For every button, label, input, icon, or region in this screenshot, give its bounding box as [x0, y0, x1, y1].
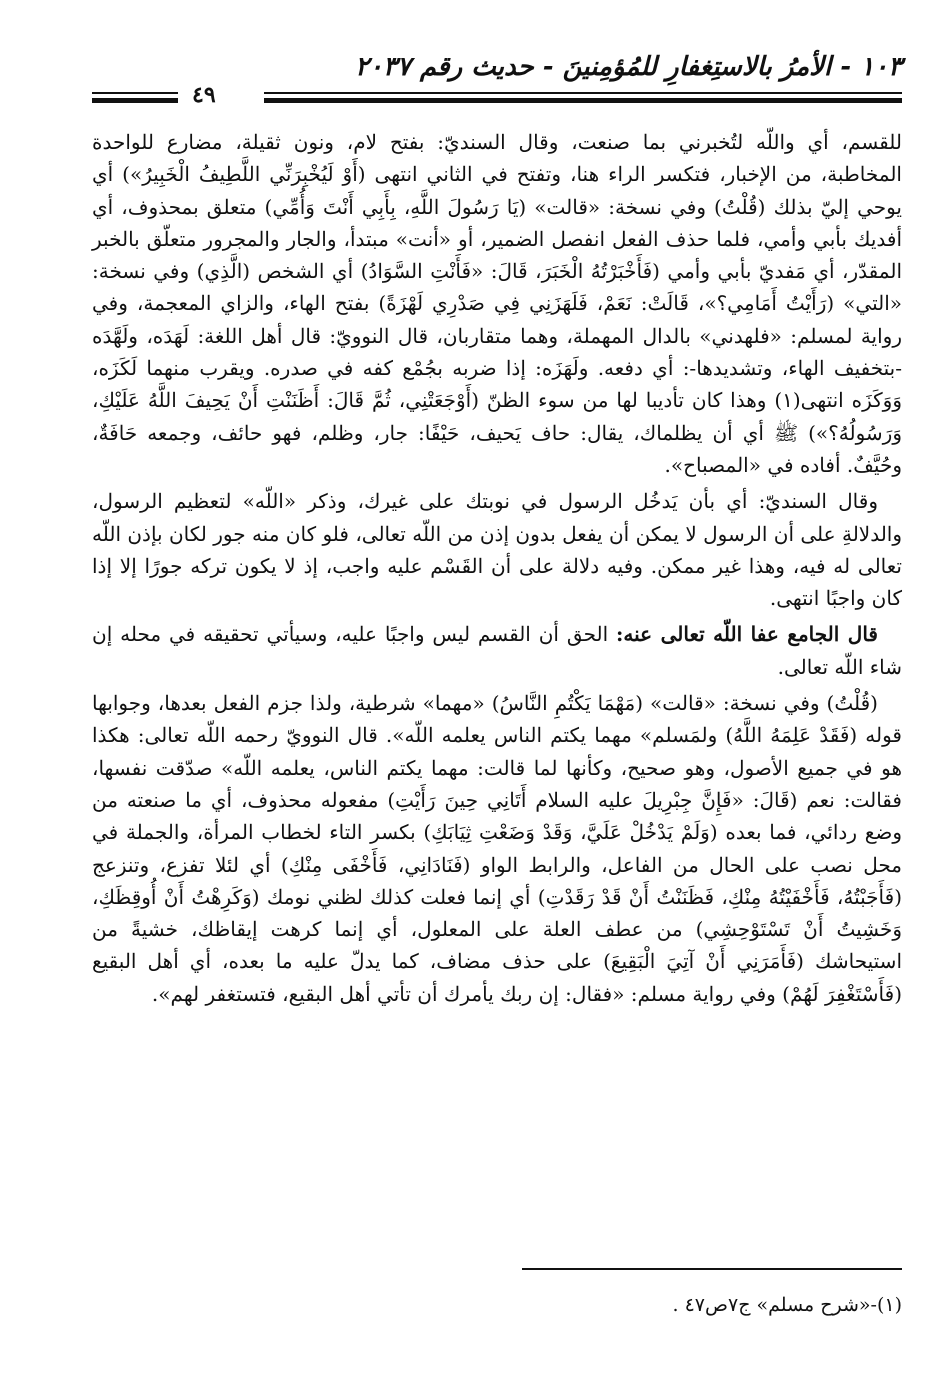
running-title: ١٠٣ - الأمرُ بالاستِغفارِ للمُؤمِنينَ - حديث رقم ٢٠٣٧ — [354, 52, 902, 82]
page-header — [92, 52, 902, 112]
author-label: قال الجامع عفا اللّه تعالى عنه: — [616, 622, 878, 647]
paragraph-3: قال الجامع عفا اللّه تعالى عنه: الحق أن القسم ليس واجبًا عليه، وسيأتي تحقيقه في محله إن شاء اللّه تعالى. — [92, 622, 902, 679]
header-rule-left — [92, 92, 178, 94]
paragraph-4: (قُلْتُ) وفي نسخة: «قالت» (مَهْمَا يَكْتُمِ النَّاسُ) «مهما» شرطية، ولذا جزم الفعل بعدها، وجوابها قوله (فَقَدْ عَلِمَهُ اللَّهُ) ولمَسلم» مهما يكتم الناس يعلمه اللّه». قال النوويّ رحمه اللّه تعالى: هكذا هو في جميع الأصول، وهو صحيح، وكأنها لما قالت: مهما يكتم الناس، يعلمه اللّه» صدّقت نفسها، فقالت: نعم (قَالَ: «فَإِنَّ جِبْرِيلَ عليه السلام أَتَانِي حِينَ رَأَيْتِ) مفعوله محذوف، أي ما صنعته من وضع ردائي، فما بعده (وَلَمْ يَدْخُلْ عَلَيَّ، وَقَدْ وَضَعْتِ ثِيَابَكِ) بكسر التاء لخطاب المرأة، والجملة في محل نصب على الحال من الفاعل، والرابط الواو (فَنَادَانِي، فَأَخْفَى مِنْكِ) أي لئلا تفزع، وتنزعج (فَأَجَبْتُهُ، فَأَخْفَيْتُهُ مِنْكِ، فَظَنَنْتُ أَنْ قَدْ رَقَدْتِ) أي إنما فعلت كذلك لظني نومك (وَكَرِهْتُ أَنْ أُوقِظَكِ، وَخَشِيتُ أَنْ تَسْتَوْحِشِي) من عطف العلة على المعلول، أي إنما كرهت إيقاظك، خشيةً من استيحاشك (فَأَمَرَنِي أَنْ آتِيَ الْبَقِيعَ) على حذف مضاف، كما يدلّ عليه ما بعده، أي أهل البقيع (فَأَسْتَغْفِرَ لَهُمْ) وفي رواية مسلم: «فقال: إن ربك يأمرك أن تأتي أهل البقيع، فتستغفر لهم». — [92, 691, 902, 1006]
main-text — [92, 126, 902, 1014]
paragraph-1: للقسم، أي واللّه لتُخبرني بما صنعت، وقال السنديّ: بفتح لام، ونون ثقيلة، مضارع للواحدة المخاطبة، من الإخبار، فتكسر الراء هنا، وتفتح في الثاني انتهى (أَوْ لَيُخْبِرَنِّي اللَّطِيفُ الْخَبِيرُ») أي يوحي إليّ بذلك (قُلْتُ) وفي نسخة: «قالت» (يَا رَسُولَ اللَّهِ، بِأَبِي أَنْتَ وَأُمِّي) متعلق بمحذوف، أي أفديك بأبي وأمي، فلما حذف الفعل انفصل الضمير، أو «أنت» مبتدأ، والجار والمجرور متعلّق بالخبر المقدّر، أي مَفديّ بأبي وأمي (فَأَخْبَرْتُهُ الْخَبَرَ، قَالَ: «فَأَنْتِ السَّوَادُ) أي الشخص (الَّذِي) وفي نسخة: «التي» (رَأَيْتُ أَمَامِي؟»، قَالَتْ: نَعَمْ، فَلَهَزَنِي فِي صَدْرِي لَهْزَةً) بفتح الهاء، والزاي المعجمة، وفي رواية لمسلم: «فلهدني» بالدال المهملة، وهما متقاربان، قال النوويّ: قال أهل اللغة: لَهَدَه، ولَهَّدَه -بتخفيف الهاء، وتشديدها-: أي دفعه. ولَهَزَه: إذا ضربه بجُمْع كفه في صدره. ويقرب منهما لَكَزَه، وَوَكَزَه انتهى(١) وهذا كان تأديبا لها من سوء الظنّ (أَوْجَعَتْنِي، ثُمَّ قَالَ: أَظَنَنْتِ أَنْ يَحِيفَ اللَّهُ عَلَيْكِ، وَرَسُولُهُ؟») ﷺ أي أن يظلماك، يقال: حاف يَحيف، حَيْفًا: جار، وظلم، فهو حائف، وجمعه حَافَةٌ، وحُيَّفٌ. أفاده في «المصباح». — [92, 130, 902, 477]
header-rule — [264, 92, 902, 94]
footnote: (١)-«شرح مسلم» ج٧ص٤٧ . — [672, 1294, 902, 1316]
page-number: ٤٩ — [192, 82, 216, 108]
footnote-separator — [522, 1268, 902, 1270]
header-rule-thick — [264, 98, 902, 103]
paragraph-2: وقال السنديّ: أي بأن يَدخُل الرسول في نوبتك على غيرك، وذكر «اللّه» لتعظيم الرسول، والدلالةِ على أن الرسول لا يمكن أن يفعل بدون إذن من اللّه تعالى، فلو كان منه جور لكان بإذن اللّه تعالى له فيه، وهذا غير ممكن. وفيه دلالة على أن القَسْم عليه واجب، إذ لا يكون تركه جورًا إلا إذا كان واجبًا انتهى. — [92, 489, 902, 611]
header-rule-left-thick — [92, 98, 178, 103]
